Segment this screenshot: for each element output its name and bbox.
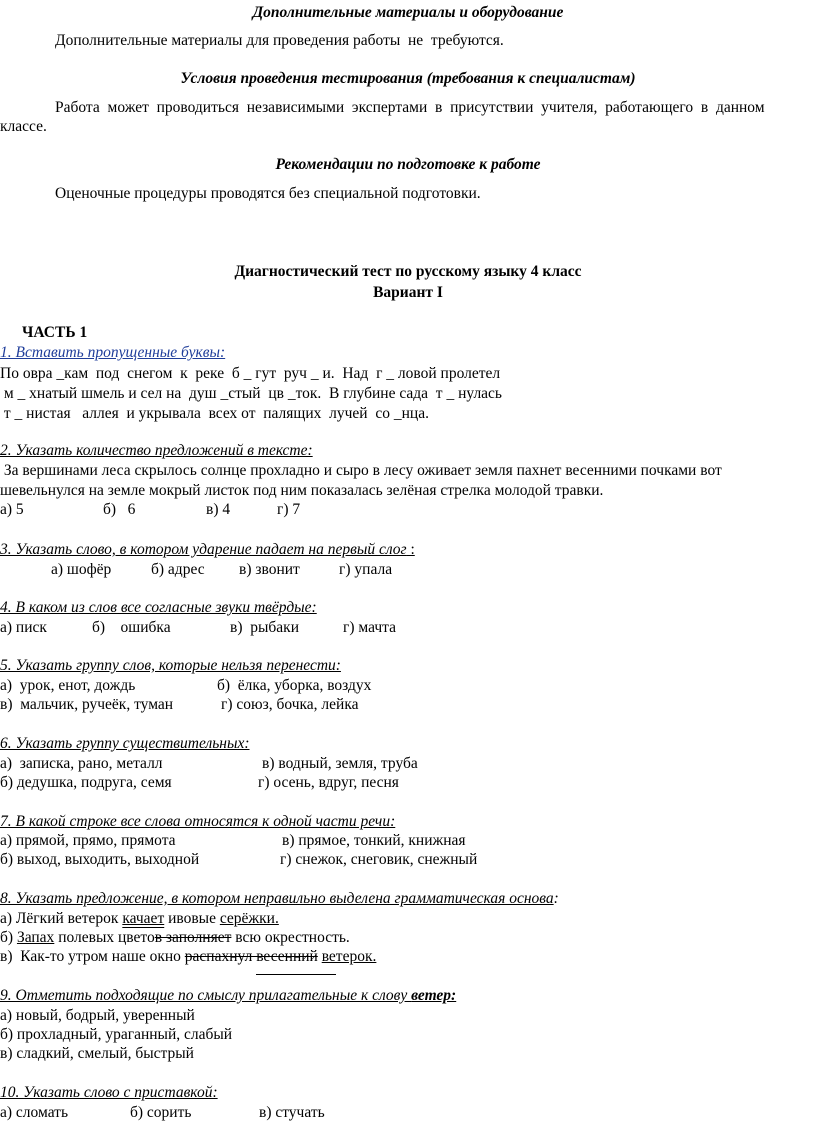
q10-option-c: в) стучать: [259, 1104, 325, 1121]
question-10: 10. Указать слово с приставкой:: [0, 1084, 218, 1101]
q8b-predicate: в заполняет: [154, 929, 232, 946]
q9-option-c: в) сладкий, смелый, быстрый: [0, 1045, 194, 1062]
q8-option-c: [0, 947, 376, 966]
q1-text-line2: м _ хнатый шмель и сел на душ _стый цв _ток. В глубине сада т _ нулась: [0, 385, 503, 402]
q6-option-a: а) записка, рано, металл: [0, 755, 163, 772]
q8b-subject: Запах: [16, 929, 55, 946]
test-title: Диагностический тест по русскому языку 4 класс: [234, 263, 582, 280]
part-heading: ЧАСТЬ 1: [22, 324, 88, 341]
q8a-text2: ивовые: [164, 910, 220, 927]
q10-option-b: б) сорить: [130, 1104, 192, 1121]
heading-conditions: Условия проведения тестирования (требования к специалистам): [180, 70, 636, 87]
q3-option-a: а) шофёр: [51, 561, 112, 578]
q8-option-a: [0, 909, 279, 928]
question-6: 6. Указать группу существительных:: [0, 735, 250, 752]
q5-option-b: б) ёлка, уборка, воздух: [217, 677, 372, 694]
question-4: 4. В каком из слов все согласные звуки твёрдые:: [0, 599, 317, 616]
question-1: 1. Вставить пропущенные буквы:: [0, 344, 226, 361]
q8b-text1: б): [0, 929, 17, 946]
q4-option-c: в) рыбаки: [230, 619, 299, 636]
heading-recommendations: Рекомендации по подготовке к работе: [275, 156, 541, 173]
test-variant: Вариант I: [373, 284, 443, 301]
q1-text-line3: т _ нистая аллея и укрывала всех от палящих лучей со _нца.: [0, 405, 429, 422]
q6-option-d: г) осень, вдруг, песня: [258, 774, 399, 791]
q4-option-a: а) писк: [0, 619, 47, 636]
q5-option-d: г) союз, бочка, лейка: [221, 696, 359, 713]
q2-text-line2: шевельнулся на земле мокрый листок под ним показалась зелёная стрелка молодой травки.: [0, 482, 604, 499]
question-2: 2. Указать количество предложений в тексте:: [0, 442, 313, 459]
q8b-text2: полевых цвето: [54, 929, 155, 946]
question-9-text: 9. Отметить подходящие по смыслу прилагательные к слову: [0, 987, 412, 1004]
q8a-predicate: качает: [122, 910, 165, 927]
question-3: [0, 540, 415, 559]
q3-option-b: б) адрес: [151, 561, 205, 578]
question-3-text: 3. Указать слово, в котором ударение падает на первый слог: [0, 541, 407, 558]
q10-option-a: а) сломать: [0, 1104, 69, 1121]
q3-option-d: г) упала: [339, 561, 393, 578]
question-8-colon: :: [553, 890, 559, 907]
q3-option-c: в) звонит: [239, 561, 300, 578]
q8-underline-rule: [256, 974, 336, 975]
q6-option-b: в) водный, земля, труба: [262, 755, 418, 772]
q2-option-c: в) 4: [206, 501, 231, 518]
q2-option-d: г) 7: [277, 501, 301, 518]
paragraph-materials: Дополнительные материалы для проведения работы не требуются.: [55, 32, 504, 49]
q9-option-b: б) прохладный, ураганный, слабый: [0, 1026, 233, 1043]
paragraph-recommendations: Оценочные процедуры проводятся без специальной подготовки.: [55, 185, 481, 202]
q2-option-b: б) 6: [103, 501, 136, 518]
q8a-text1: а) Лёгкий ветерок: [0, 910, 123, 927]
paragraph-conditions-line1: Работа может проводиться независимыми экспертами в присутствии учителя, работающего в данном: [55, 99, 765, 116]
q6-option-c: б) дедушка, подруга, семя: [0, 774, 172, 791]
question-9-word: ветер:: [411, 987, 457, 1004]
q7-option-d: г) снежок, снеговик, снежный: [280, 851, 478, 868]
q7-option-a: а) прямой, прямо, прямота: [0, 832, 176, 849]
q5-option-a: а) урок, енот, дождь: [0, 677, 136, 694]
question-8-text: 8. Указать предложение, в котором неправильно выделена грамматическая основа: [0, 890, 554, 907]
question-3-colon: :: [406, 541, 415, 558]
q9-option-a: а) новый, бодрый, уверенный: [0, 1007, 195, 1024]
q2-text-line1: За вершинами леса скрылось солнце прохладно и сыро в лесу оживает земля пахнет весенними почками вот: [0, 462, 722, 479]
question-7: 7. В какой строке все слова относятся к одной части речи:: [0, 813, 396, 830]
q8a-subject: серёжки.: [219, 910, 279, 927]
q8b-text3: всю окрестность.: [231, 929, 350, 946]
q2-option-a: а) 5: [0, 501, 24, 518]
q7-option-b: в) прямое, тонкий, книжная: [282, 832, 466, 849]
q1-text-line1: По овра _кам под снегом к реке б _ гут руч _ и. Над г _ ловой пролетел: [0, 365, 501, 382]
q8-option-b: [0, 928, 350, 947]
q4-option-d: г) мачта: [343, 619, 396, 636]
question-5: 5. Указать группу слов, которые нельзя перенести:: [0, 657, 341, 674]
q8c-subject: ветерок.: [321, 948, 377, 965]
q5-option-c: в) мальчик, ручеёк, туман: [0, 696, 174, 713]
q8c-text1: в) Как-то утром наше окно: [0, 948, 185, 965]
heading-materials: Дополнительные материалы и оборудование: [252, 4, 564, 21]
q7-option-c: б) выход, выходить, выходной: [0, 851, 200, 868]
q4-option-b: б) ошибка: [92, 619, 171, 636]
q8c-predicate: распахнул весенний: [184, 948, 318, 965]
question-9: [0, 986, 456, 1005]
paragraph-conditions-line2: классе.: [0, 118, 47, 135]
question-8: [0, 889, 559, 908]
